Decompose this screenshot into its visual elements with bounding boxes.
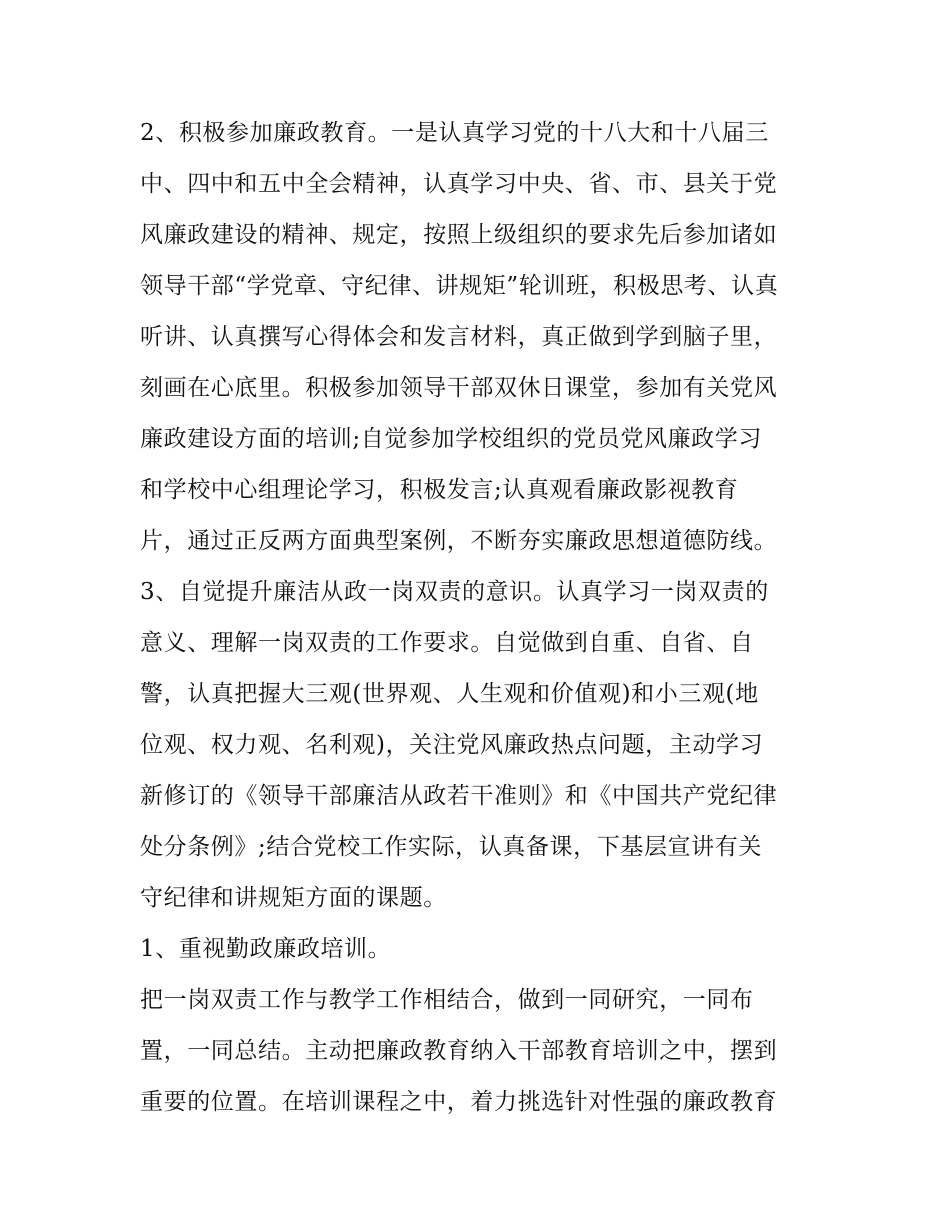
text-line: 把一岗双责工作与教学工作相结合，做到一同研究，一同布: [140, 987, 754, 1013]
text-line: 2、积极参加廉政教育。一是认真学习党的十八大和十八届三: [140, 120, 769, 146]
text-line: 1、重视勤政廉政培训。: [140, 936, 392, 962]
text-line: 廉政建设方面的培训;自觉参加学校组织的党员党风廉政学习: [140, 426, 762, 452]
text-line: 3、自觉提升廉洁从政一岗双责的意识。认真学习一岗双责的: [140, 579, 769, 605]
text-line: 意义、理解一岗双责的工作要求。自觉做到自重、自省、自: [140, 630, 754, 656]
document-body: [140, 108, 815, 1128]
text-line: 刻画在心底里。积极参加领导干部双休日课堂，参加有关党风: [140, 375, 778, 401]
text-line: 守纪律和讲规矩方面的课题。: [140, 885, 447, 911]
text-line: 和学校中心组理论学习，积极发言;认真观看廉政影视教育: [140, 477, 739, 503]
text-line: 重要的位置。在培训课程之中，着力挑选针对性强的廉政教育: [140, 1089, 778, 1115]
text-line: 领导干部“学党章、守纪律、讲规矩”轮训班，积极思考、认真: [140, 273, 779, 299]
text-line: 警，认真把握大三观(世界观、人生观和价值观)和小三观(地: [140, 681, 759, 707]
text-line: 置，一同总结。主动把廉政教育纳入干部教育培训之中，摆到: [140, 1038, 778, 1064]
text-line: 处分条例》;结合党校工作实际，认真备课，下基层宣讲有关: [140, 834, 762, 860]
text-line: 听讲、认真撰写心得体会和发言材料，真正做到学到脑子里，: [140, 324, 778, 350]
text-line: 中、四中和五中全会精神，认真学习中央、省、市、县关于党: [140, 171, 778, 197]
text-line: 位观、权力观、名利观)，关注党风廉政热点问题，主动学习: [140, 732, 764, 758]
text-line: 片，通过正反两方面典型案例，不断夯实廉政思想道德防线。: [140, 528, 778, 554]
text-line: 风廉政建设的精神、规定，按照上级组织的要求先后参加诸如: [140, 222, 778, 248]
text-line: 新修订的《领导干部廉洁从政若干准则》和《中国共产党纪律: [140, 783, 778, 809]
